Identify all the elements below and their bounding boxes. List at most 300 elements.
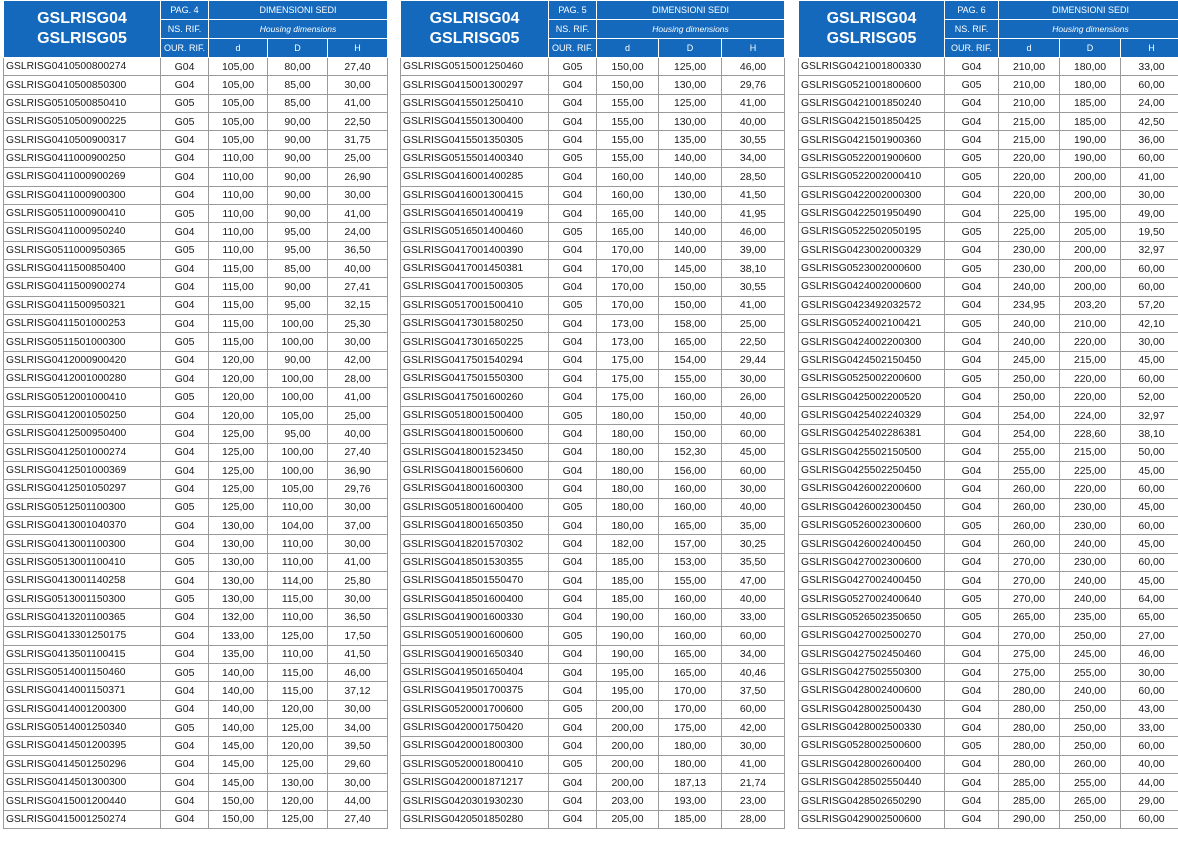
- part-code-cell: GSLRISG0412501050297: [4, 480, 161, 498]
- height-cell: 28,00: [328, 370, 388, 388]
- part-code-cell: GSLRISG0428502550440: [799, 774, 945, 792]
- outer-diameter-cell: 240,00: [1060, 590, 1121, 608]
- part-code-cell: GSLRISG0413301250175: [4, 627, 161, 645]
- table-row: [401, 406, 785, 424]
- inner-diameter-cell: 110,00: [209, 168, 268, 186]
- table-row: [401, 241, 785, 259]
- series-cell: G05: [161, 333, 209, 351]
- outer-diameter-cell: 110,00: [268, 535, 328, 553]
- part-code-cell: GSLRISG0418001523450: [401, 443, 549, 461]
- part-code-cell: GSLRISG0412000900420: [4, 351, 161, 369]
- inner-diameter-cell: 125,00: [209, 443, 268, 461]
- table-row: [4, 278, 388, 296]
- outer-diameter-cell: 90,00: [268, 168, 328, 186]
- table-row: [4, 241, 388, 259]
- height-cell: 27,00: [1121, 627, 1178, 645]
- part-code-cell: GSLRISG0419501700375: [401, 682, 549, 700]
- outer-diameter-cell: 125,00: [268, 718, 328, 736]
- inner-diameter-cell: 210,00: [999, 76, 1060, 94]
- series-cell: G04: [549, 186, 597, 204]
- table-row: [799, 663, 1178, 681]
- part-code-cell: GSLRISG0417501540294: [401, 351, 549, 369]
- part-code-cell: GSLRISG0426002300450: [799, 498, 945, 516]
- series-cell: G04: [161, 535, 209, 553]
- height-cell: 30,00: [722, 370, 785, 388]
- part-code-cell: GSLRISG0420001800300: [401, 737, 549, 755]
- series-cell: G04: [549, 663, 597, 681]
- series-cell: G05: [549, 149, 597, 167]
- inner-diameter-cell: 105,00: [209, 131, 268, 149]
- outer-diameter-cell: 260,00: [1060, 755, 1121, 773]
- part-code-cell: GSLRISG0424002200300: [799, 333, 945, 351]
- outer-diameter-cell: 90,00: [268, 278, 328, 296]
- table-row: [799, 149, 1178, 167]
- inner-diameter-cell: 280,00: [999, 737, 1060, 755]
- table-row: [4, 553, 388, 571]
- series-cell: G05: [945, 259, 999, 277]
- inner-diameter-cell: 160,00: [597, 186, 659, 204]
- part-code-cell: GSLRISG0418001650350: [401, 516, 549, 534]
- inner-diameter-cell: 190,00: [597, 645, 659, 663]
- outer-diameter-cell: 100,00: [268, 315, 328, 333]
- inner-diameter-cell: 270,00: [999, 627, 1060, 645]
- outer-diameter-cell: 203,20: [1060, 296, 1121, 314]
- table-row: [401, 315, 785, 333]
- table-row: [799, 223, 1178, 241]
- inner-diameter-cell: 280,00: [999, 718, 1060, 736]
- series-cell: G04: [161, 682, 209, 700]
- height-cell: 30,25: [722, 535, 785, 553]
- part-code-cell: GSLRISG0428002600400: [799, 755, 945, 773]
- outer-diameter-cell: 250,00: [1060, 700, 1121, 718]
- series-cell: G04: [161, 608, 209, 626]
- outer-diameter-cell: 200,00: [1060, 241, 1121, 259]
- part-code-cell: GSLRISG0428002500430: [799, 700, 945, 718]
- height-cell: 40,00: [328, 259, 388, 277]
- series-cell: G04: [945, 792, 999, 810]
- table-row: [799, 241, 1178, 259]
- inner-diameter-cell: 255,00: [999, 443, 1060, 461]
- table-row: [799, 755, 1178, 773]
- part-code-cell: GSLRISG0421001850240: [799, 94, 945, 112]
- inner-diameter-cell: 145,00: [209, 755, 268, 773]
- height-cell: 42,00: [722, 718, 785, 736]
- inner-diameter-cell: 120,00: [209, 388, 268, 406]
- outer-diameter-cell: 180,00: [659, 737, 722, 755]
- table-row: [401, 774, 785, 792]
- part-code-cell: GSLRISG0516501400460: [401, 223, 549, 241]
- outer-diameter-cell: 205,00: [1060, 223, 1121, 241]
- outer-diameter-cell: 153,00: [659, 553, 722, 571]
- table-row: [4, 792, 388, 810]
- table-header: [4, 1, 388, 58]
- outer-diameter-cell: 225,00: [1060, 461, 1121, 479]
- inner-diameter-cell: 140,00: [209, 718, 268, 736]
- inner-diameter-cell: 160,00: [597, 168, 659, 186]
- height-cell: 33,00: [722, 608, 785, 626]
- part-code-cell: GSLRISG0417301580250: [401, 315, 549, 333]
- outer-diameter-cell: 230,00: [1060, 553, 1121, 571]
- series-cell: G04: [945, 94, 999, 112]
- height-cell: 65,00: [1121, 608, 1178, 626]
- table-row: [799, 425, 1178, 443]
- part-code-cell: GSLRISG0410500800274: [4, 58, 161, 76]
- inner-diameter-cell: 270,00: [999, 590, 1060, 608]
- ns-rif-label: NS. RIF.: [945, 20, 999, 39]
- inner-diameter-cell: 145,00: [209, 774, 268, 792]
- outer-diameter-cell: 185,00: [659, 810, 722, 828]
- part-code-cell: GSLRISG0413001100300: [4, 535, 161, 553]
- height-cell: 32,97: [1121, 406, 1178, 424]
- height-cell: 41,50: [328, 645, 388, 663]
- col-D-header: D: [659, 39, 722, 58]
- inner-diameter-cell: 175,00: [597, 370, 659, 388]
- height-cell: 60,00: [722, 627, 785, 645]
- inner-diameter-cell: 285,00: [999, 792, 1060, 810]
- height-cell: 29,76: [328, 480, 388, 498]
- height-cell: 41,00: [328, 204, 388, 222]
- series-cell: G04: [549, 645, 597, 663]
- height-cell: 30,00: [328, 774, 388, 792]
- outer-diameter-cell: 140,00: [659, 204, 722, 222]
- outer-diameter-cell: 155,00: [659, 572, 722, 590]
- part-code-cell: GSLRISG0415001250274: [4, 810, 161, 828]
- table-row: [4, 58, 388, 76]
- part-code-cell: GSLRISG0510500850410: [4, 94, 161, 112]
- outer-diameter-cell: 130,00: [268, 774, 328, 792]
- part-code-cell: GSLRISG0416001400285: [401, 168, 549, 186]
- series-cell: G04: [161, 700, 209, 718]
- outer-diameter-cell: 165,00: [659, 516, 722, 534]
- inner-diameter-cell: 182,00: [597, 535, 659, 553]
- inner-diameter-cell: 125,00: [209, 461, 268, 479]
- inner-diameter-cell: 265,00: [999, 608, 1060, 626]
- table-row: [4, 76, 388, 94]
- height-cell: 35,00: [722, 516, 785, 534]
- series-cell: G04: [945, 498, 999, 516]
- col-d-header: d: [597, 39, 659, 58]
- table-row: [799, 810, 1178, 828]
- height-cell: 40,00: [722, 113, 785, 131]
- table-row: [401, 590, 785, 608]
- part-code-cell: GSLRISG0520001700600: [401, 700, 549, 718]
- height-cell: 41,95: [722, 204, 785, 222]
- height-cell: 33,00: [1121, 718, 1178, 736]
- inner-diameter-cell: 185,00: [597, 590, 659, 608]
- outer-diameter-cell: 125,00: [659, 58, 722, 76]
- inner-diameter-cell: 130,00: [209, 572, 268, 590]
- series-cell: G05: [945, 516, 999, 534]
- part-code-cell: GSLRISG0518001500400: [401, 406, 549, 424]
- table-row: [799, 278, 1178, 296]
- table-row: [4, 406, 388, 424]
- outer-diameter-cell: 160,00: [659, 498, 722, 516]
- series-cell: G04: [549, 315, 597, 333]
- part-code-cell: GSLRISG0416501400419: [401, 204, 549, 222]
- table-row: [401, 204, 785, 222]
- series-cell: G04: [945, 296, 999, 314]
- table-row: [4, 461, 388, 479]
- height-cell: 22,50: [328, 113, 388, 131]
- inner-diameter-cell: 185,00: [597, 553, 659, 571]
- outer-diameter-cell: 160,00: [659, 590, 722, 608]
- height-cell: 30,00: [328, 700, 388, 718]
- table-row: [799, 296, 1178, 314]
- part-code-cell: GSLRISG0417301650225: [401, 333, 549, 351]
- series-cell: G04: [161, 425, 209, 443]
- inner-diameter-cell: 155,00: [597, 149, 659, 167]
- inner-diameter-cell: 200,00: [597, 755, 659, 773]
- height-cell: 29,44: [722, 351, 785, 369]
- outer-diameter-cell: 200,00: [1060, 278, 1121, 296]
- series-cell: G05: [945, 370, 999, 388]
- table-row: [4, 516, 388, 534]
- table-row: [401, 535, 785, 553]
- inner-diameter-cell: 115,00: [209, 259, 268, 277]
- height-cell: 38,10: [722, 259, 785, 277]
- inner-diameter-cell: 155,00: [597, 94, 659, 112]
- series-cell: G04: [945, 810, 999, 828]
- inner-diameter-cell: 180,00: [597, 461, 659, 479]
- series-cell: G04: [945, 406, 999, 424]
- table-row: [4, 388, 388, 406]
- part-code-cell: GSLRISG0524002100421: [799, 315, 945, 333]
- height-cell: 49,00: [1121, 204, 1178, 222]
- series-title: GSLRISG04 GSLRISG05: [799, 1, 945, 58]
- height-cell: 42,10: [1121, 315, 1178, 333]
- series-cell: G04: [161, 572, 209, 590]
- outer-diameter-cell: 110,00: [268, 608, 328, 626]
- inner-diameter-cell: 155,00: [597, 131, 659, 149]
- inner-diameter-cell: 275,00: [999, 645, 1060, 663]
- table-row: [4, 259, 388, 277]
- part-code-cell: GSLRISG0416001300415: [401, 186, 549, 204]
- part-code-cell: GSLRISG0413001140258: [4, 572, 161, 590]
- height-cell: 60,00: [1121, 480, 1178, 498]
- height-cell: 30,00: [722, 737, 785, 755]
- outer-diameter-cell: 150,00: [659, 425, 722, 443]
- inner-diameter-cell: 170,00: [597, 241, 659, 259]
- outer-diameter-cell: 115,00: [268, 682, 328, 700]
- series-cell: G04: [945, 113, 999, 131]
- part-code-cell: GSLRISG0412501000274: [4, 443, 161, 461]
- part-code-cell: GSLRISG0417501600260: [401, 388, 549, 406]
- part-code-cell: GSLRISG0418001560600: [401, 461, 549, 479]
- part-code-cell: GSLRISG0411000900300: [4, 186, 161, 204]
- outer-diameter-cell: 120,00: [268, 700, 328, 718]
- outer-diameter-cell: 120,00: [268, 792, 328, 810]
- height-cell: 26,00: [722, 388, 785, 406]
- outer-diameter-cell: 115,00: [268, 590, 328, 608]
- part-code-cell: GSLRISG0417001500305: [401, 278, 549, 296]
- part-code-cell: GSLRISG0428002400600: [799, 682, 945, 700]
- height-cell: 40,00: [722, 406, 785, 424]
- series-cell: G05: [161, 590, 209, 608]
- inner-diameter-cell: 125,00: [209, 425, 268, 443]
- outer-diameter-cell: 200,00: [1060, 168, 1121, 186]
- height-cell: 36,50: [328, 241, 388, 259]
- part-code-cell: GSLRISG0414501200395: [4, 737, 161, 755]
- inner-diameter-cell: 125,00: [209, 480, 268, 498]
- outer-diameter-cell: 160,00: [659, 627, 722, 645]
- height-cell: 41,00: [1121, 168, 1178, 186]
- height-cell: 27,40: [328, 443, 388, 461]
- outer-diameter-cell: 220,00: [1060, 333, 1121, 351]
- height-cell: 21,74: [722, 774, 785, 792]
- series-cell: G04: [549, 535, 597, 553]
- outer-diameter-cell: 145,00: [659, 259, 722, 277]
- dimensions-header: DIMENSIONI SEDI: [209, 1, 388, 20]
- series-cell: G04: [161, 737, 209, 755]
- outer-diameter-cell: 250,00: [1060, 737, 1121, 755]
- col-D-header: D: [1060, 39, 1121, 58]
- table-row: [4, 351, 388, 369]
- series-cell: G04: [945, 461, 999, 479]
- series-cell: G04: [549, 461, 597, 479]
- part-code-cell: GSLRISG0411000950240: [4, 223, 161, 241]
- height-cell: 60,00: [722, 461, 785, 479]
- height-cell: 28,00: [722, 810, 785, 828]
- table-row: [4, 204, 388, 222]
- table-row: [799, 608, 1178, 626]
- inner-diameter-cell: 234,95: [999, 296, 1060, 314]
- inner-diameter-cell: 280,00: [999, 700, 1060, 718]
- table-page-4: [3, 0, 388, 829]
- part-code-cell: GSLRISG0410500850300: [4, 76, 161, 94]
- outer-diameter-cell: 150,00: [659, 296, 722, 314]
- col-H-header: H: [722, 39, 785, 58]
- outer-diameter-cell: 235,00: [1060, 608, 1121, 626]
- inner-diameter-cell: 275,00: [999, 663, 1060, 681]
- series-cell: G05: [549, 406, 597, 424]
- height-cell: 40,46: [722, 663, 785, 681]
- height-cell: 45,00: [1121, 461, 1178, 479]
- part-code-cell: GSLRISG0522002000410: [799, 168, 945, 186]
- col-D-header: D: [268, 39, 328, 58]
- inner-diameter-cell: 170,00: [597, 296, 659, 314]
- part-code-cell: GSLRISG0417501550300: [401, 370, 549, 388]
- table-row: [4, 480, 388, 498]
- series-cell: G04: [549, 553, 597, 571]
- inner-diameter-cell: 125,00: [209, 498, 268, 516]
- series-cell: G04: [161, 480, 209, 498]
- our-rif-label: OUR. RIF.: [549, 39, 597, 58]
- table-row: [4, 425, 388, 443]
- outer-diameter-cell: 230,00: [1060, 498, 1121, 516]
- inner-diameter-cell: 180,00: [597, 406, 659, 424]
- series-cell: G04: [945, 333, 999, 351]
- table-body: [401, 58, 785, 829]
- height-cell: 37,00: [328, 516, 388, 534]
- table-row: [401, 461, 785, 479]
- height-cell: 41,00: [328, 94, 388, 112]
- outer-diameter-cell: 155,00: [659, 370, 722, 388]
- series-cell: G04: [945, 351, 999, 369]
- col-H-header: H: [328, 39, 388, 58]
- series-cell: G05: [945, 737, 999, 755]
- inner-diameter-cell: 105,00: [209, 58, 268, 76]
- height-cell: 28,50: [722, 168, 785, 186]
- inner-diameter-cell: 225,00: [999, 223, 1060, 241]
- inner-diameter-cell: 230,00: [999, 259, 1060, 277]
- table-row: [4, 700, 388, 718]
- outer-diameter-cell: 180,00: [1060, 76, 1121, 94]
- height-cell: 39,00: [722, 241, 785, 259]
- series-cell: G04: [549, 168, 597, 186]
- height-cell: 24,00: [328, 223, 388, 241]
- series-cell: G04: [945, 535, 999, 553]
- outer-diameter-cell: 100,00: [268, 370, 328, 388]
- outer-diameter-cell: 195,00: [1060, 204, 1121, 222]
- outer-diameter-cell: 165,00: [659, 645, 722, 663]
- height-cell: 41,00: [328, 553, 388, 571]
- page-number: PAG. 6: [945, 1, 999, 20]
- series-cell: G05: [161, 663, 209, 681]
- series-cell: G05: [945, 590, 999, 608]
- inner-diameter-cell: 210,00: [999, 58, 1060, 76]
- table-row: [401, 333, 785, 351]
- height-cell: 40,00: [328, 425, 388, 443]
- part-code-cell: GSLRISG0423002000329: [799, 241, 945, 259]
- table-row: [4, 94, 388, 112]
- inner-diameter-cell: 140,00: [209, 682, 268, 700]
- height-cell: 25,00: [722, 315, 785, 333]
- part-code-cell: GSLRISG0410500900317: [4, 131, 161, 149]
- table-row: [401, 278, 785, 296]
- table-row: [401, 700, 785, 718]
- height-cell: 26,90: [328, 168, 388, 186]
- part-code-cell: GSLRISG0421501850425: [799, 113, 945, 131]
- height-cell: 60,00: [1121, 810, 1178, 828]
- part-code-cell: GSLRISG0417001400390: [401, 241, 549, 259]
- height-cell: 60,00: [722, 700, 785, 718]
- table-row: [4, 370, 388, 388]
- height-cell: 36,50: [328, 608, 388, 626]
- outer-diameter-cell: 180,00: [1060, 58, 1121, 76]
- outer-diameter-cell: 90,00: [268, 351, 328, 369]
- table-row: [799, 94, 1178, 112]
- inner-diameter-cell: 240,00: [999, 278, 1060, 296]
- height-cell: 30,55: [722, 278, 785, 296]
- table-row: [4, 810, 388, 828]
- series-cell: G04: [549, 590, 597, 608]
- part-code-cell: GSLRISG0527002400640: [799, 590, 945, 608]
- part-code-cell: GSLRISG0519001600600: [401, 627, 549, 645]
- part-code-cell: GSLRISG0526002300600: [799, 516, 945, 534]
- series-cell: G04: [161, 370, 209, 388]
- height-cell: 44,00: [1121, 774, 1178, 792]
- part-code-cell: GSLRISG0411500900274: [4, 278, 161, 296]
- series-cell: G04: [945, 682, 999, 700]
- height-cell: 60,00: [1121, 76, 1178, 94]
- table-row: [4, 572, 388, 590]
- series-cell: G04: [161, 645, 209, 663]
- table-row: [799, 461, 1178, 479]
- table-row: [799, 168, 1178, 186]
- outer-diameter-cell: 170,00: [659, 700, 722, 718]
- ns-rif-label: NS. RIF.: [161, 20, 209, 39]
- series-cell: G04: [161, 351, 209, 369]
- series-cell: G04: [161, 296, 209, 314]
- part-code-cell: GSLRISG0419001600330: [401, 608, 549, 626]
- part-code-cell: GSLRISG0411000900269: [4, 168, 161, 186]
- inner-diameter-cell: 170,00: [597, 278, 659, 296]
- series-cell: G05: [161, 204, 209, 222]
- inner-diameter-cell: 170,00: [597, 259, 659, 277]
- inner-diameter-cell: 145,00: [209, 737, 268, 755]
- height-cell: 30,00: [328, 498, 388, 516]
- table-row: [4, 131, 388, 149]
